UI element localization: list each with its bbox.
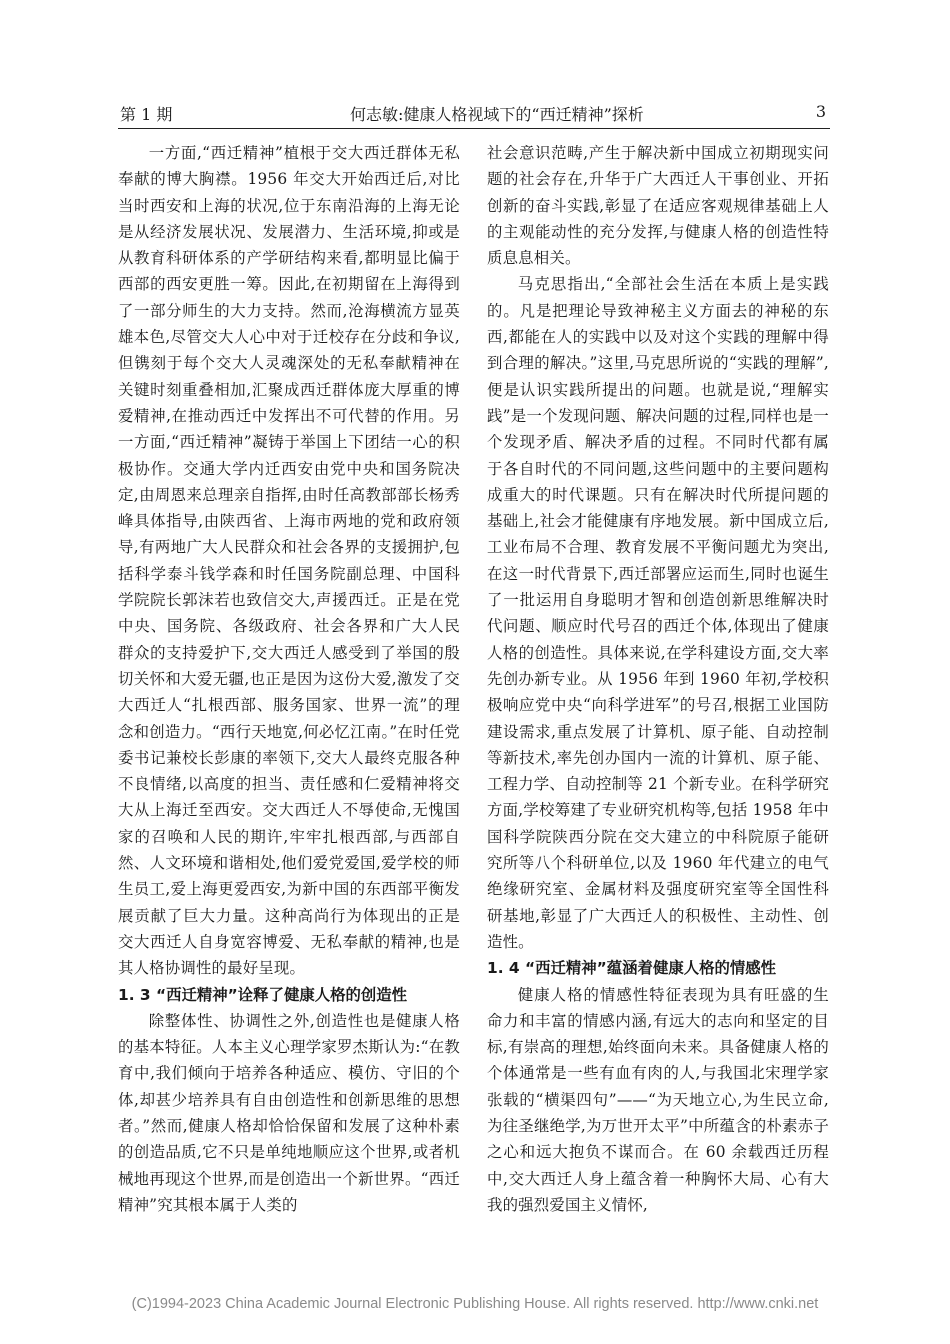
running-title: 何志敏:健康人格视域下的“西迁精神”探析	[350, 105, 644, 124]
paragraph-marx-practice: 马克思指出,“全部社会生活在本质上是实践的。凡是把理论导致神秘主义方面去的神秘的东西,都能在人的实践中以及对这个实践的理解中得到合理的解决。”这里,马克思所说的“实践的理解”,便是认识实践所提出的问题。也就是说,“理解实践”是一个发现问题、解决问题的过程,同样也是一个发现矛盾、解决矛盾的过程。不同时代都有属于各自时代的不同问题,这些问题中的主要问题构成重大的时代课题。只有在解决时代所提问题的基础上,社会才能健康有序地发展。新中国成立后,工业布局不合理、教育发展不平衡问题尤为突出,在这一时代背景下,西迁部署应运而生,同时也诞生了一批运用自身聪明才智和创造创新思维解决时代问题、顺应时代号召的西迁个体,体现出了健康人格的创造性。具体来说,在学科建设方面,交大率先创办新专业。从 1956 年到 1960 年初,学校积极响应党中央“向科学进军”的号召,根据工业国防建设需求,重点发展了计算机、原子能、自动控制等新技术,率先创办国内一流的计算机、原子能、工程力学、自动控制等 21 个新专业。在科学研究方面,学校筹建了专业研究机构等,包括 1958 年中国科学院陕西分院在交大建立的中科院原子能研究所等八个科研单位,以及 1960 年代建立的电气绝缘研究室、金属材料及强度研究室等全国性科研基地,彰显了广大西迁人的积极性、主动性、创造性。	[487, 275, 829, 951]
section-heading-1-4: 1. 4 “西迁精神”蕴涵着健康人格的情感性	[487, 959, 777, 978]
header-divider	[118, 128, 830, 129]
right-column	[487, 140, 829, 1218]
paragraph-emotionality: 健康人格的情感性特征表现为具有旺盛的生命力和丰富的情感内涵,有远大的志向和坚定的目标,有崇高的理想,始终面向未来。具备健康人格的个体通常是一些有血有肉的人,与我国北宋理学家张载的“横渠四句”——“为天地立心,为生民立命,为往圣继绝学,为万世开太平”中所蕴含的朴素赤子之心和远大抱负不谋而合。在 60 余载西迁历程中,交大西迁人身上蕴含着一种胸怀大局、心有大我的强烈爱国主义情怀,	[487, 985, 829, 1214]
section-heading-1-3: 1. 3 “西迁精神”诠释了健康人格的创造性	[118, 985, 408, 1004]
left-column	[118, 140, 460, 1218]
page-number: 3	[815, 102, 826, 121]
paragraph-social-consciousness: 社会意识范畴,产生于解决新中国成立初期现实问题的社会存在,升华于广大西迁人干事创业、开拓创新的奋斗实践,彰显了在适应客观规律基础上人的主观能动性的充分发挥,与健康人格的创造性特质息息相关。	[487, 144, 829, 268]
copyright-footer: (C)1994-2023 China Academic Journal Electronic Publishing House. All rights reserved. http://www.cnki.net	[131, 1296, 819, 1312]
paragraph-creativity: 除整体性、协调性之外,创造性也是健康人格的基本特征。人本主义心理学家罗杰斯认为:“在教育中,我们倾向于培养各种适应、模仿、守旧的个体,却甚少培养具有自由创造性和创新思维的思想者。”然而,健康人格却恰恰保留和发展了这种朴素的创造品质,它不只是单纯地顺应这个世界,或者机械地再现这个世界,而是创造出一个新世界。“西迁精神”究其根本属于人类的	[118, 1011, 460, 1214]
paragraph-selfless-dedication: 一方面,“西迁精神”植根于交大西迁群体无私奉献的博大胸襟。1956 年交大开始西迁后,对比当时西安和上海的状况,位于东南沿海的上海无论是从经济发展状况、发展潜力、生活环境,抑或是从教育科研体系的产学研结构来看,都明显比偏于西部的西安更胜一筹。因此,在初期留在上海得到了一部分师生的大力支持。然而,沧海横流方显英雄本色,尽管交大人心中对于迁校存在分歧和争议,但镌刻于每个交大人灵魂深处的无私奉献精神在关键时刻重叠相加,汇聚成西迁群体庞大厚重的博爱精神,在推动西迁中发挥出不可代替的作用。另一方面,“西迁精神”凝铸于举国上下团结一心的积极协作。交通大学内迁西安由党中央和国务院决定,由周恩来总理亲自指挥,由时任高教部部长杨秀峰具体指导,由陕西省、上海市两地的党和政府领导,有两地广大人民群众和社会各界的支援拥护,包括科学泰斗钱学森和时任国务院副总理、中国科学院院长郭沫若也致信交大,声援西迁。正是在党中央、国务院、各级政府、社会各界和广大人民群众的支持爱护下,交大西迁人感受到了举国的殷切关怀和大爱无疆,也正是因为这份大爱,激发了交大西迁人“扎根西部、服务国家、世界一流”的理念和创造力。“西行天地宽,何必忆江南。”在时任党委书记兼校长彭康的率领下,交大人最终克服各种不良情绪,以高度的担当、责任感和仁爱精神将交大从上海迁至西安。交大西迁人不辱使命,无愧国家的召唤和人民的期许,牢牢扎根西部,与西部自然、人文环境和谐相处,他们爱党爱国,爱学校的师生员工,爱上海更爱西安,为新中国的东西部平衡发展贡献了巨大力量。这种高尚行为体现出的正是交大西迁人自身宽容博爱、无私奉献的精神,也是其人格协调性的最好呈现。	[118, 144, 460, 978]
issue-label: 第 1 期	[120, 105, 173, 124]
running-header	[118, 99, 830, 125]
